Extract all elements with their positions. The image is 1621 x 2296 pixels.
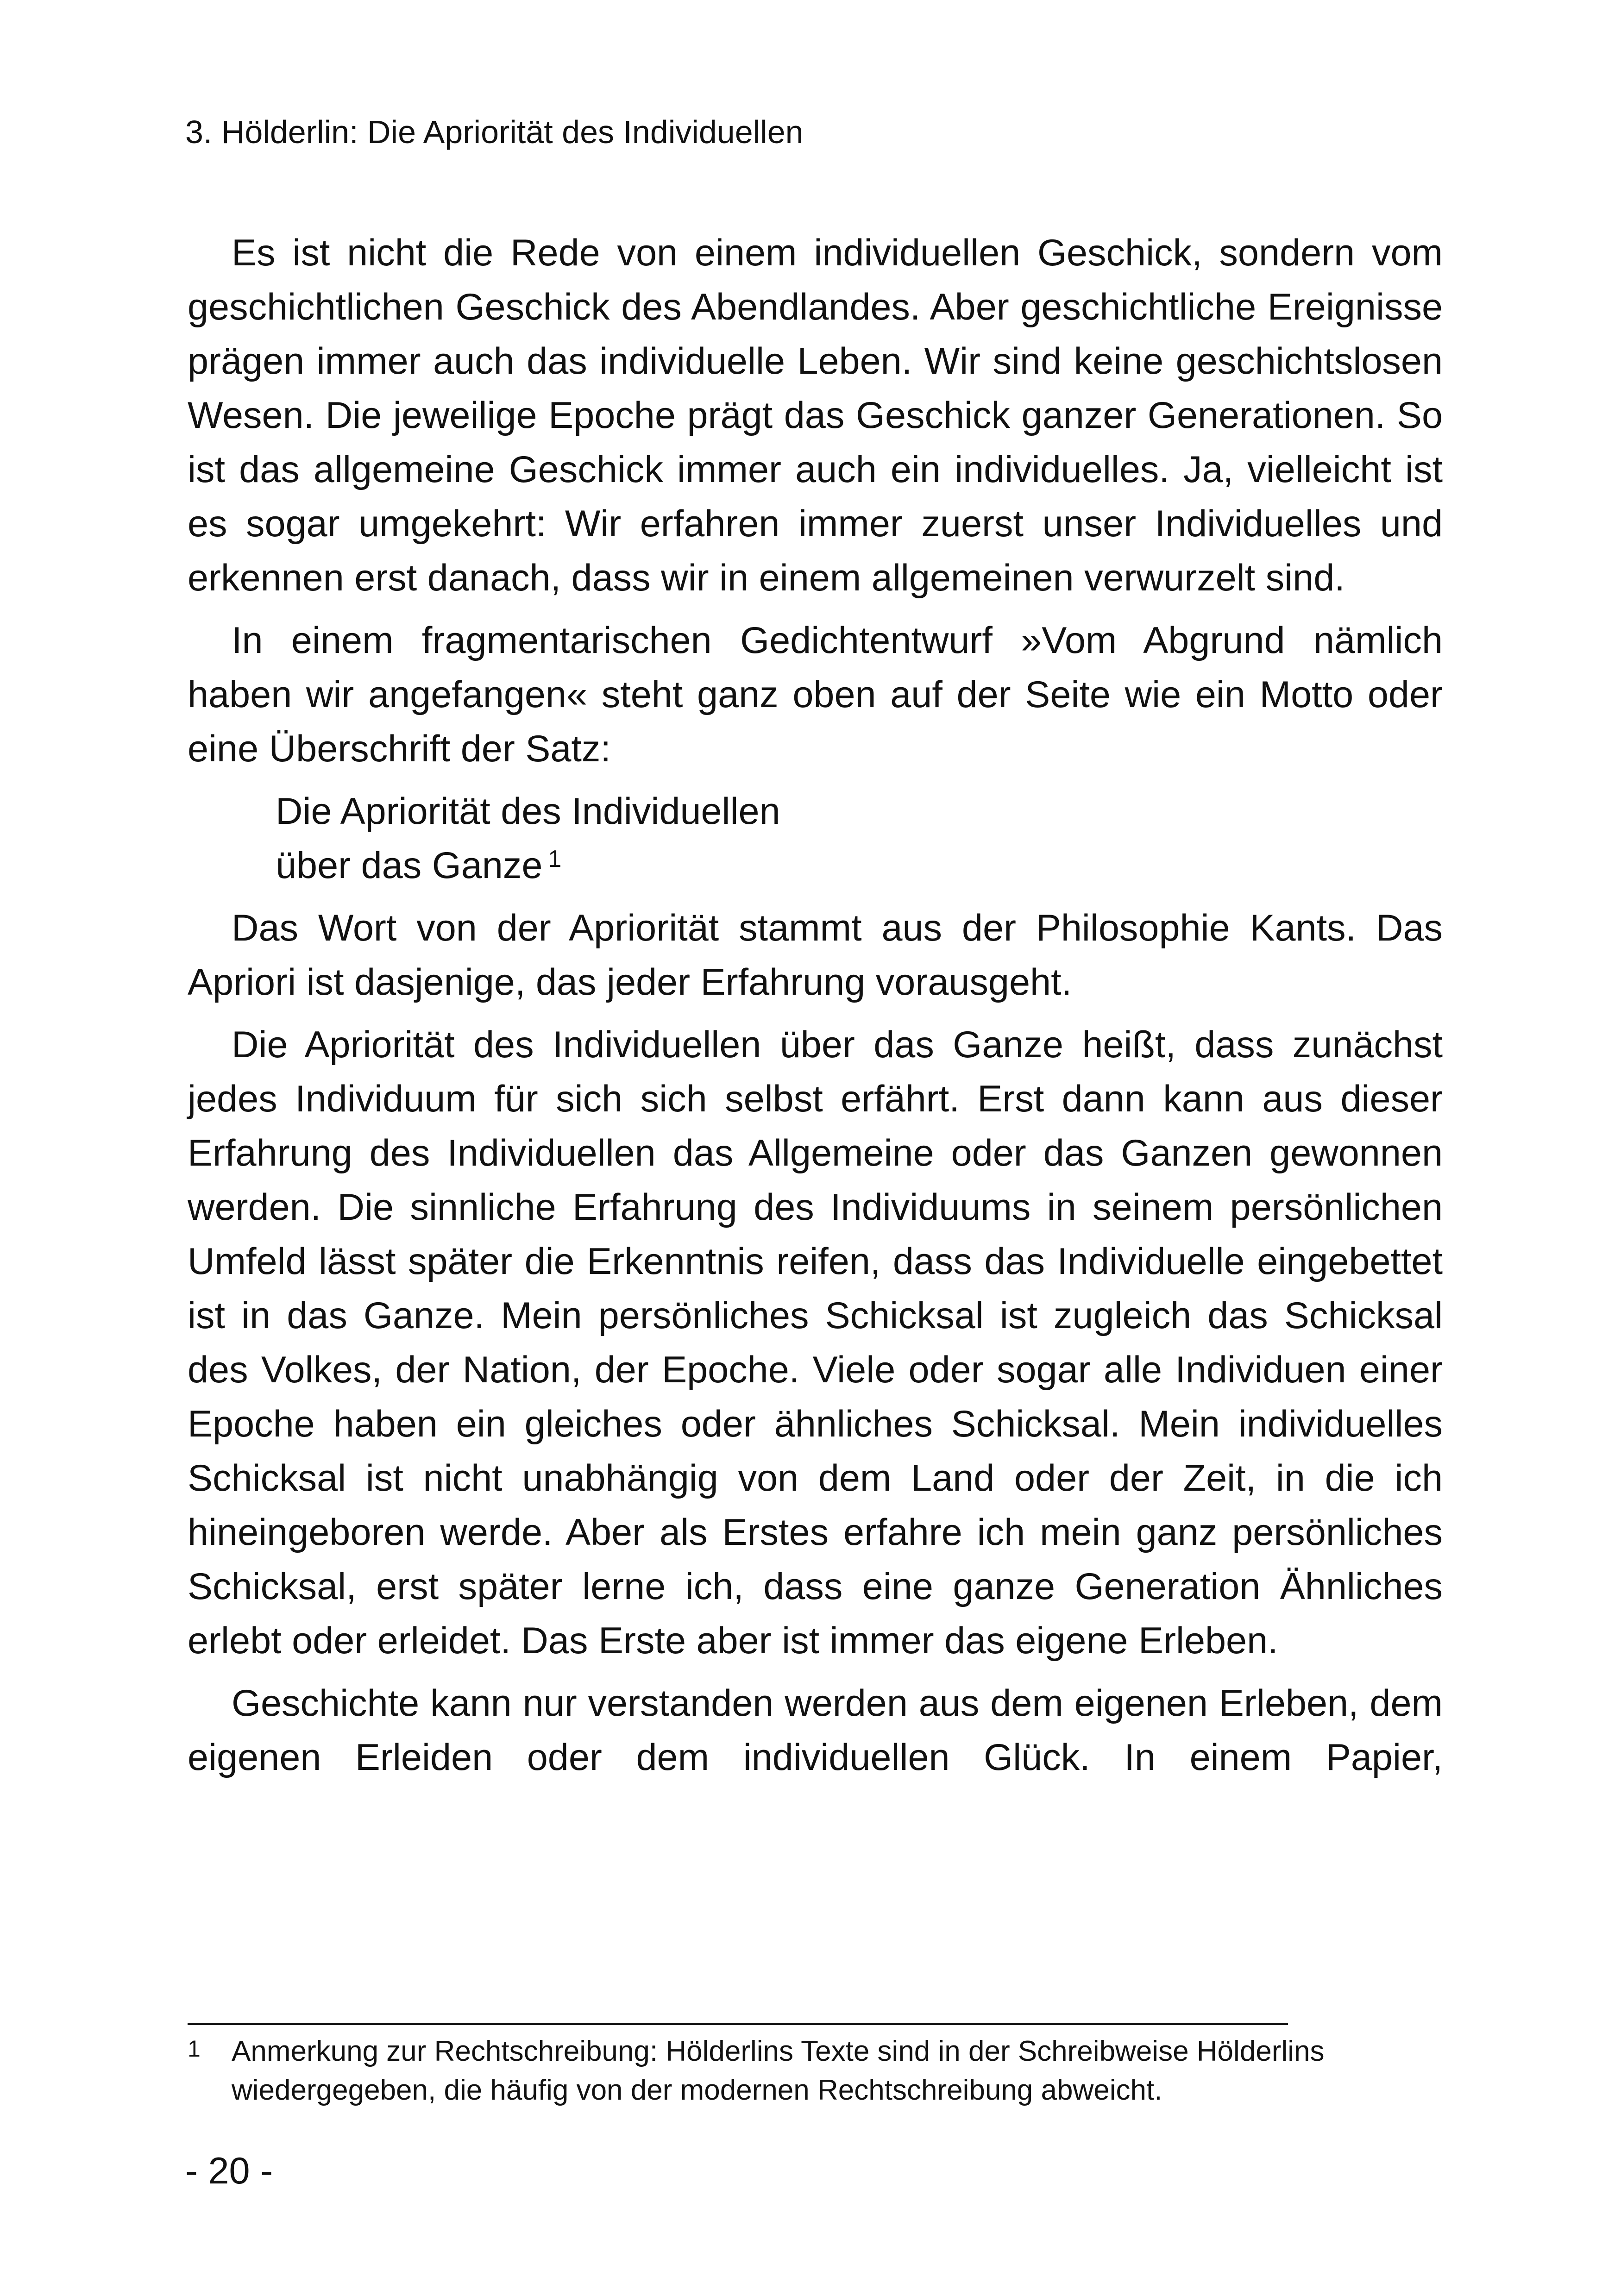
quote-line-2-text: über das Ganze bbox=[276, 845, 543, 886]
paragraph-1: Es ist nicht die Rede von einem individuellen Geschick, sondern vom geschichtlichen Geschick des Abendlandes. Aber geschichtliche Ereignisse prägen immer auch das individuelle Leben. Wir sind keine geschichtslosen Wesen. Die jeweilige Epoche prägt das Geschick ganzer Generationen. So ist das allgemeine Geschick immer auch ein individuelles. Ja, vielleicht ist es sogar umgekehrt: Wir erfahren immer zuerst unser Individuelles und erkennen erst danach, dass wir in einem allgemeinen verwurzelt sind. bbox=[188, 232, 1443, 599]
body-text bbox=[188, 226, 1443, 1785]
page-number: - 20 - bbox=[185, 2150, 273, 2192]
quote-line-1 bbox=[276, 784, 1443, 839]
running-header: 3. Hölderlin: Die Apriorität des Individuellen bbox=[185, 114, 804, 150]
paragraph-5: Geschichte kann nur verstanden werden aus dem eigenen Erleben, dem eigenen Erleiden oder dem individuellen Glück. In einem Papier, bbox=[188, 1682, 1443, 1778]
paragraph-3: Das Wort von der Apriorität stammt aus der Philosophie Kants. Das Apriori ist dasjenige, das jeder Erfahrung vorausgeht. bbox=[188, 907, 1443, 1003]
quote-line-1-text: Die Apriorität des Individuellen bbox=[276, 790, 780, 832]
footnote-text: Anmerkung zur Rechtschreibung: Hölderlins Texte sind in der Schreibweise Hölderlins wiedergegeben, die häufig von der modernen Rechtschreibung abweicht. bbox=[232, 2035, 1325, 2106]
footnote-separator bbox=[188, 2023, 1288, 2025]
paragraph-2: In einem fragmentarischen Gedichtentwurf »Vom Abgrund nämlich haben wir angefangen« steht ganz oben auf der Seite wie ein Motto oder eine Überschrift der Satz: bbox=[188, 620, 1443, 770]
footnote-reference[interactable]: 1 bbox=[548, 846, 562, 872]
paragraph-4: Die Apriorität des Individuellen über das Ganze heißt, dass zunächst jedes Individuum für sich sich selbst erfährt. Erst dann kann aus dieser Erfahrung des Individuellen das Allgemeine oder das Ganzen gewonnen werden. Die sinnliche Erfahrung des Individuums in seinem persönlichen Umfeld lässt später die Erkenntnis reifen, dass das Individuelle eingebettet ist in das Ganze. Mein persönliches Schicksal ist zugleich das Schicksal des Volkes, der Nation, der Epoche. Viele oder sogar alle Individuen einer Epoche haben ein gleiches oder ähnliches Schicksal. Mein individuelles Schicksal ist nicht unabhängig von dem Land oder der Zeit, in die ich hineingeboren werde. Aber als Erstes erfahre ich mein ganz persönliches Schicksal, erst später lerne ich, dass eine ganze Generation Ähnliches erlebt oder erleidet. Das Erste aber ist immer das eigene Erleben. bbox=[188, 1024, 1443, 1662]
block-quote bbox=[276, 784, 1443, 893]
footnote bbox=[188, 2032, 1438, 2110]
quote-line-2 bbox=[276, 839, 1443, 893]
footnote-number: 1 bbox=[188, 2036, 201, 2062]
